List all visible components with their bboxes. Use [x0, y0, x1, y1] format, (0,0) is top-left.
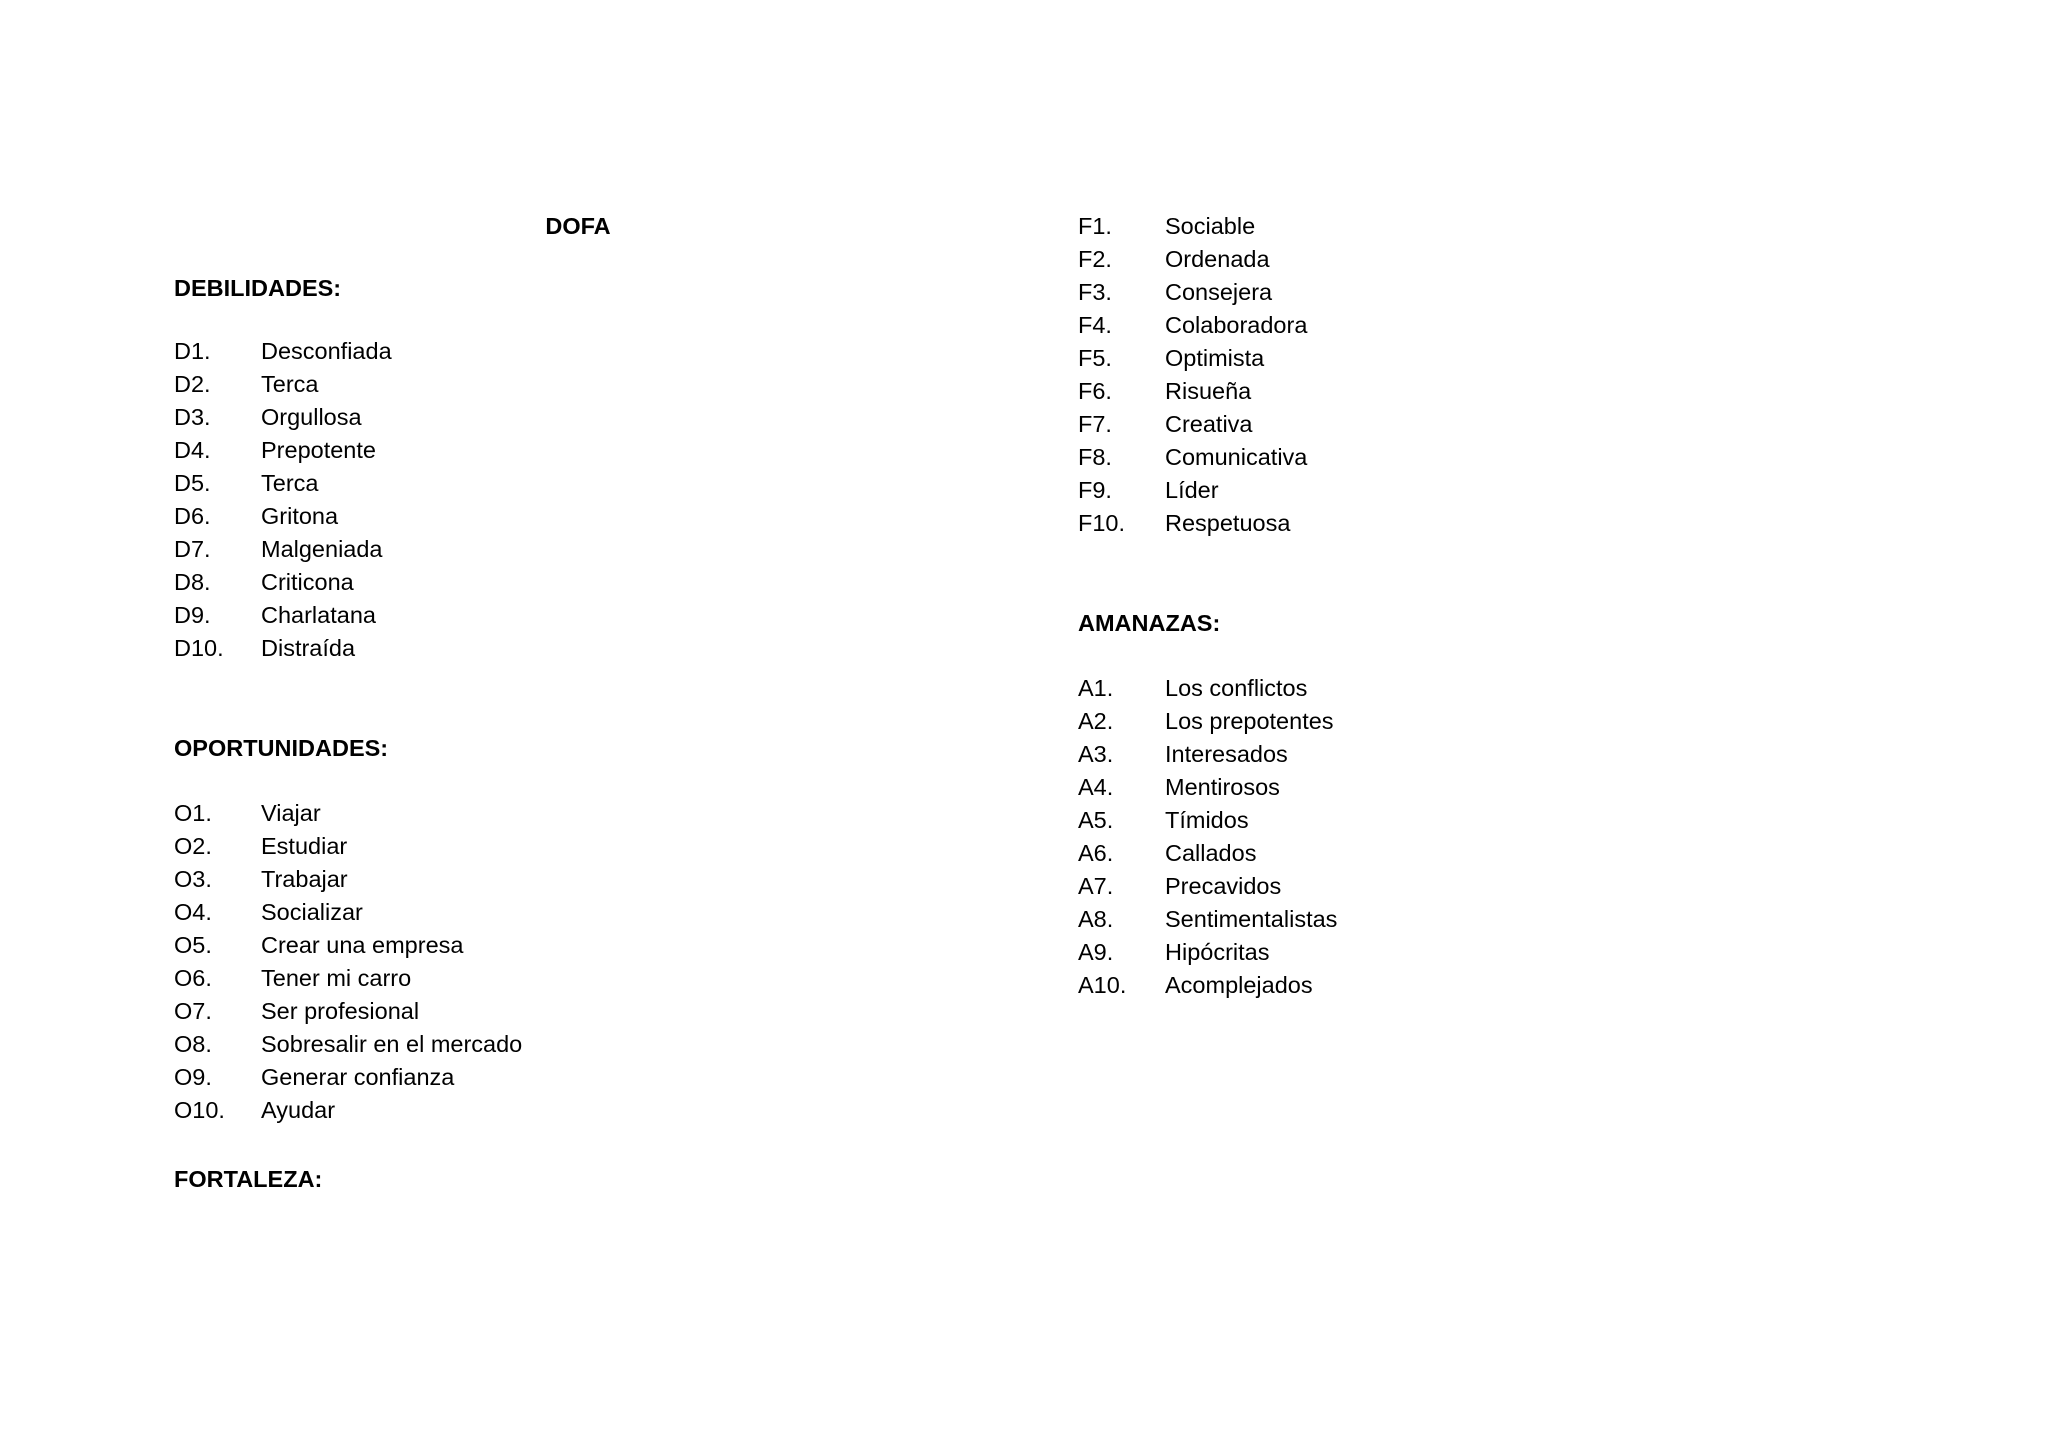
item-text: Optimista	[1165, 345, 1265, 371]
item-text: Tener mi carro	[261, 965, 412, 991]
item-code: O9.	[174, 1064, 212, 1090]
item-text: Viajar	[261, 800, 321, 826]
item-text: Colaboradora	[1165, 312, 1308, 338]
oportunidades-heading: OPORTUNIDADES:	[174, 735, 389, 761]
item-code: D1.	[174, 338, 211, 364]
list-item	[174, 863, 522, 896]
list-item	[1078, 507, 1307, 540]
item-code: A4.	[1078, 774, 1114, 800]
item-text: Orgullosa	[261, 404, 362, 430]
item-code: O1.	[174, 800, 212, 826]
item-text: Prepotente	[261, 437, 376, 463]
item-code: D6.	[174, 503, 211, 529]
item-text: Hipócritas	[1165, 939, 1270, 965]
list-item	[174, 1028, 522, 1061]
item-code: A10.	[1078, 972, 1127, 998]
list-item	[1078, 441, 1307, 474]
list-item	[1078, 837, 1337, 870]
item-code: D7.	[174, 536, 211, 562]
list-item	[174, 401, 392, 434]
item-text: Sociable	[1165, 213, 1256, 239]
amenazas-list	[1078, 672, 1337, 1002]
item-code: A6.	[1078, 840, 1114, 866]
item-text: Generar confianza	[261, 1064, 455, 1090]
item-code: D2.	[174, 371, 211, 397]
list-item	[1078, 309, 1307, 342]
document-title: DOFA	[545, 213, 611, 239]
fortaleza-heading: FORTALEZA:	[174, 1166, 323, 1192]
item-text: Terca	[261, 470, 319, 496]
list-item	[174, 434, 392, 467]
item-text: Creativa	[1165, 411, 1253, 437]
list-item	[1078, 936, 1337, 969]
list-item	[174, 368, 392, 401]
list-item	[1078, 804, 1337, 837]
item-code: D3.	[174, 404, 211, 430]
item-code: O8.	[174, 1031, 212, 1057]
item-text: Comunicativa	[1165, 444, 1308, 470]
item-code: A3.	[1078, 741, 1114, 767]
item-code: O3.	[174, 866, 212, 892]
list-item	[174, 632, 392, 665]
item-text: Ser profesional	[261, 998, 420, 1024]
item-text: Trabajar	[261, 866, 348, 892]
item-code: D5.	[174, 470, 211, 496]
item-code: O2.	[174, 833, 212, 859]
item-code: F7.	[1078, 411, 1112, 437]
list-item	[1078, 672, 1337, 705]
item-code: F9.	[1078, 477, 1112, 503]
item-text: Precavidos	[1165, 873, 1282, 899]
list-item	[174, 929, 522, 962]
list-item	[1078, 243, 1307, 276]
item-code: D10.	[174, 635, 224, 661]
list-item	[1078, 375, 1307, 408]
item-code: D8.	[174, 569, 211, 595]
item-code: F8.	[1078, 444, 1112, 470]
list-item	[174, 830, 522, 863]
oportunidades-list	[174, 797, 522, 1127]
list-item	[1078, 342, 1307, 375]
item-code: O7.	[174, 998, 212, 1024]
item-text: Sobresalir en el mercado	[261, 1031, 523, 1057]
item-code: A1.	[1078, 675, 1114, 701]
list-item	[174, 599, 392, 632]
list-item	[174, 533, 392, 566]
item-code: A8.	[1078, 906, 1114, 932]
item-code: D9.	[174, 602, 211, 628]
item-code: D4.	[174, 437, 211, 463]
item-text: Criticona	[261, 569, 354, 595]
item-code: O5.	[174, 932, 212, 958]
item-text: Respetuosa	[1165, 510, 1291, 536]
item-text: Ayudar	[261, 1097, 336, 1123]
item-text: Socializar	[261, 899, 363, 925]
item-text: Tímidos	[1165, 807, 1249, 833]
item-text: Distraída	[261, 635, 356, 661]
list-item	[1078, 705, 1337, 738]
item-text: Estudiar	[261, 833, 348, 859]
item-text: Malgeniada	[261, 536, 383, 562]
item-code: A7.	[1078, 873, 1114, 899]
item-text: Risueña	[1165, 378, 1252, 404]
list-item	[1078, 738, 1337, 771]
item-code: A2.	[1078, 708, 1114, 734]
item-code: A5.	[1078, 807, 1114, 833]
list-item	[1078, 870, 1337, 903]
item-code: F4.	[1078, 312, 1112, 338]
item-code: F6.	[1078, 378, 1112, 404]
item-text: Acomplejados	[1165, 972, 1313, 998]
list-item	[1078, 771, 1337, 804]
list-item	[174, 1094, 522, 1127]
list-item	[174, 500, 392, 533]
item-code: A9.	[1078, 939, 1114, 965]
list-item	[1078, 408, 1307, 441]
item-code: F1.	[1078, 213, 1112, 239]
item-text: Gritona	[261, 503, 339, 529]
item-text: Los conflictos	[1165, 675, 1308, 701]
list-item	[174, 962, 522, 995]
list-item	[1078, 210, 1307, 243]
list-item	[1078, 474, 1307, 507]
item-text: Mentirosos	[1165, 774, 1280, 800]
list-item	[174, 566, 392, 599]
list-item	[1078, 969, 1337, 1002]
item-text: Líder	[1165, 477, 1219, 503]
item-code: F2.	[1078, 246, 1112, 272]
fortaleza-list	[1078, 210, 1307, 540]
item-text: Crear una empresa	[261, 932, 464, 958]
item-text: Desconfiada	[261, 338, 392, 364]
item-text: Callados	[1165, 840, 1257, 866]
item-text: Interesados	[1165, 741, 1288, 767]
list-item	[1078, 276, 1307, 309]
debilidades-list	[174, 335, 392, 665]
item-code: O6.	[174, 965, 212, 991]
list-item	[1078, 903, 1337, 936]
list-item	[174, 797, 522, 830]
amenazas-heading: AMANAZAS:	[1078, 610, 1221, 636]
item-code: F10.	[1078, 510, 1126, 536]
item-code: F3.	[1078, 279, 1112, 305]
item-code: O10.	[174, 1097, 225, 1123]
item-text: Charlatana	[261, 602, 376, 628]
list-item	[174, 335, 392, 368]
item-text: Consejera	[1165, 279, 1273, 305]
item-code: O4.	[174, 899, 212, 925]
item-text: Terca	[261, 371, 319, 397]
list-item	[174, 1061, 522, 1094]
list-item	[174, 995, 522, 1028]
list-item	[174, 467, 392, 500]
item-code: F5.	[1078, 345, 1112, 371]
item-text: Los prepotentes	[1165, 708, 1334, 734]
debilidades-heading: DEBILIDADES:	[174, 275, 342, 301]
item-text: Sentimentalistas	[1165, 906, 1338, 932]
list-item	[174, 896, 522, 929]
item-text: Ordenada	[1165, 246, 1270, 272]
